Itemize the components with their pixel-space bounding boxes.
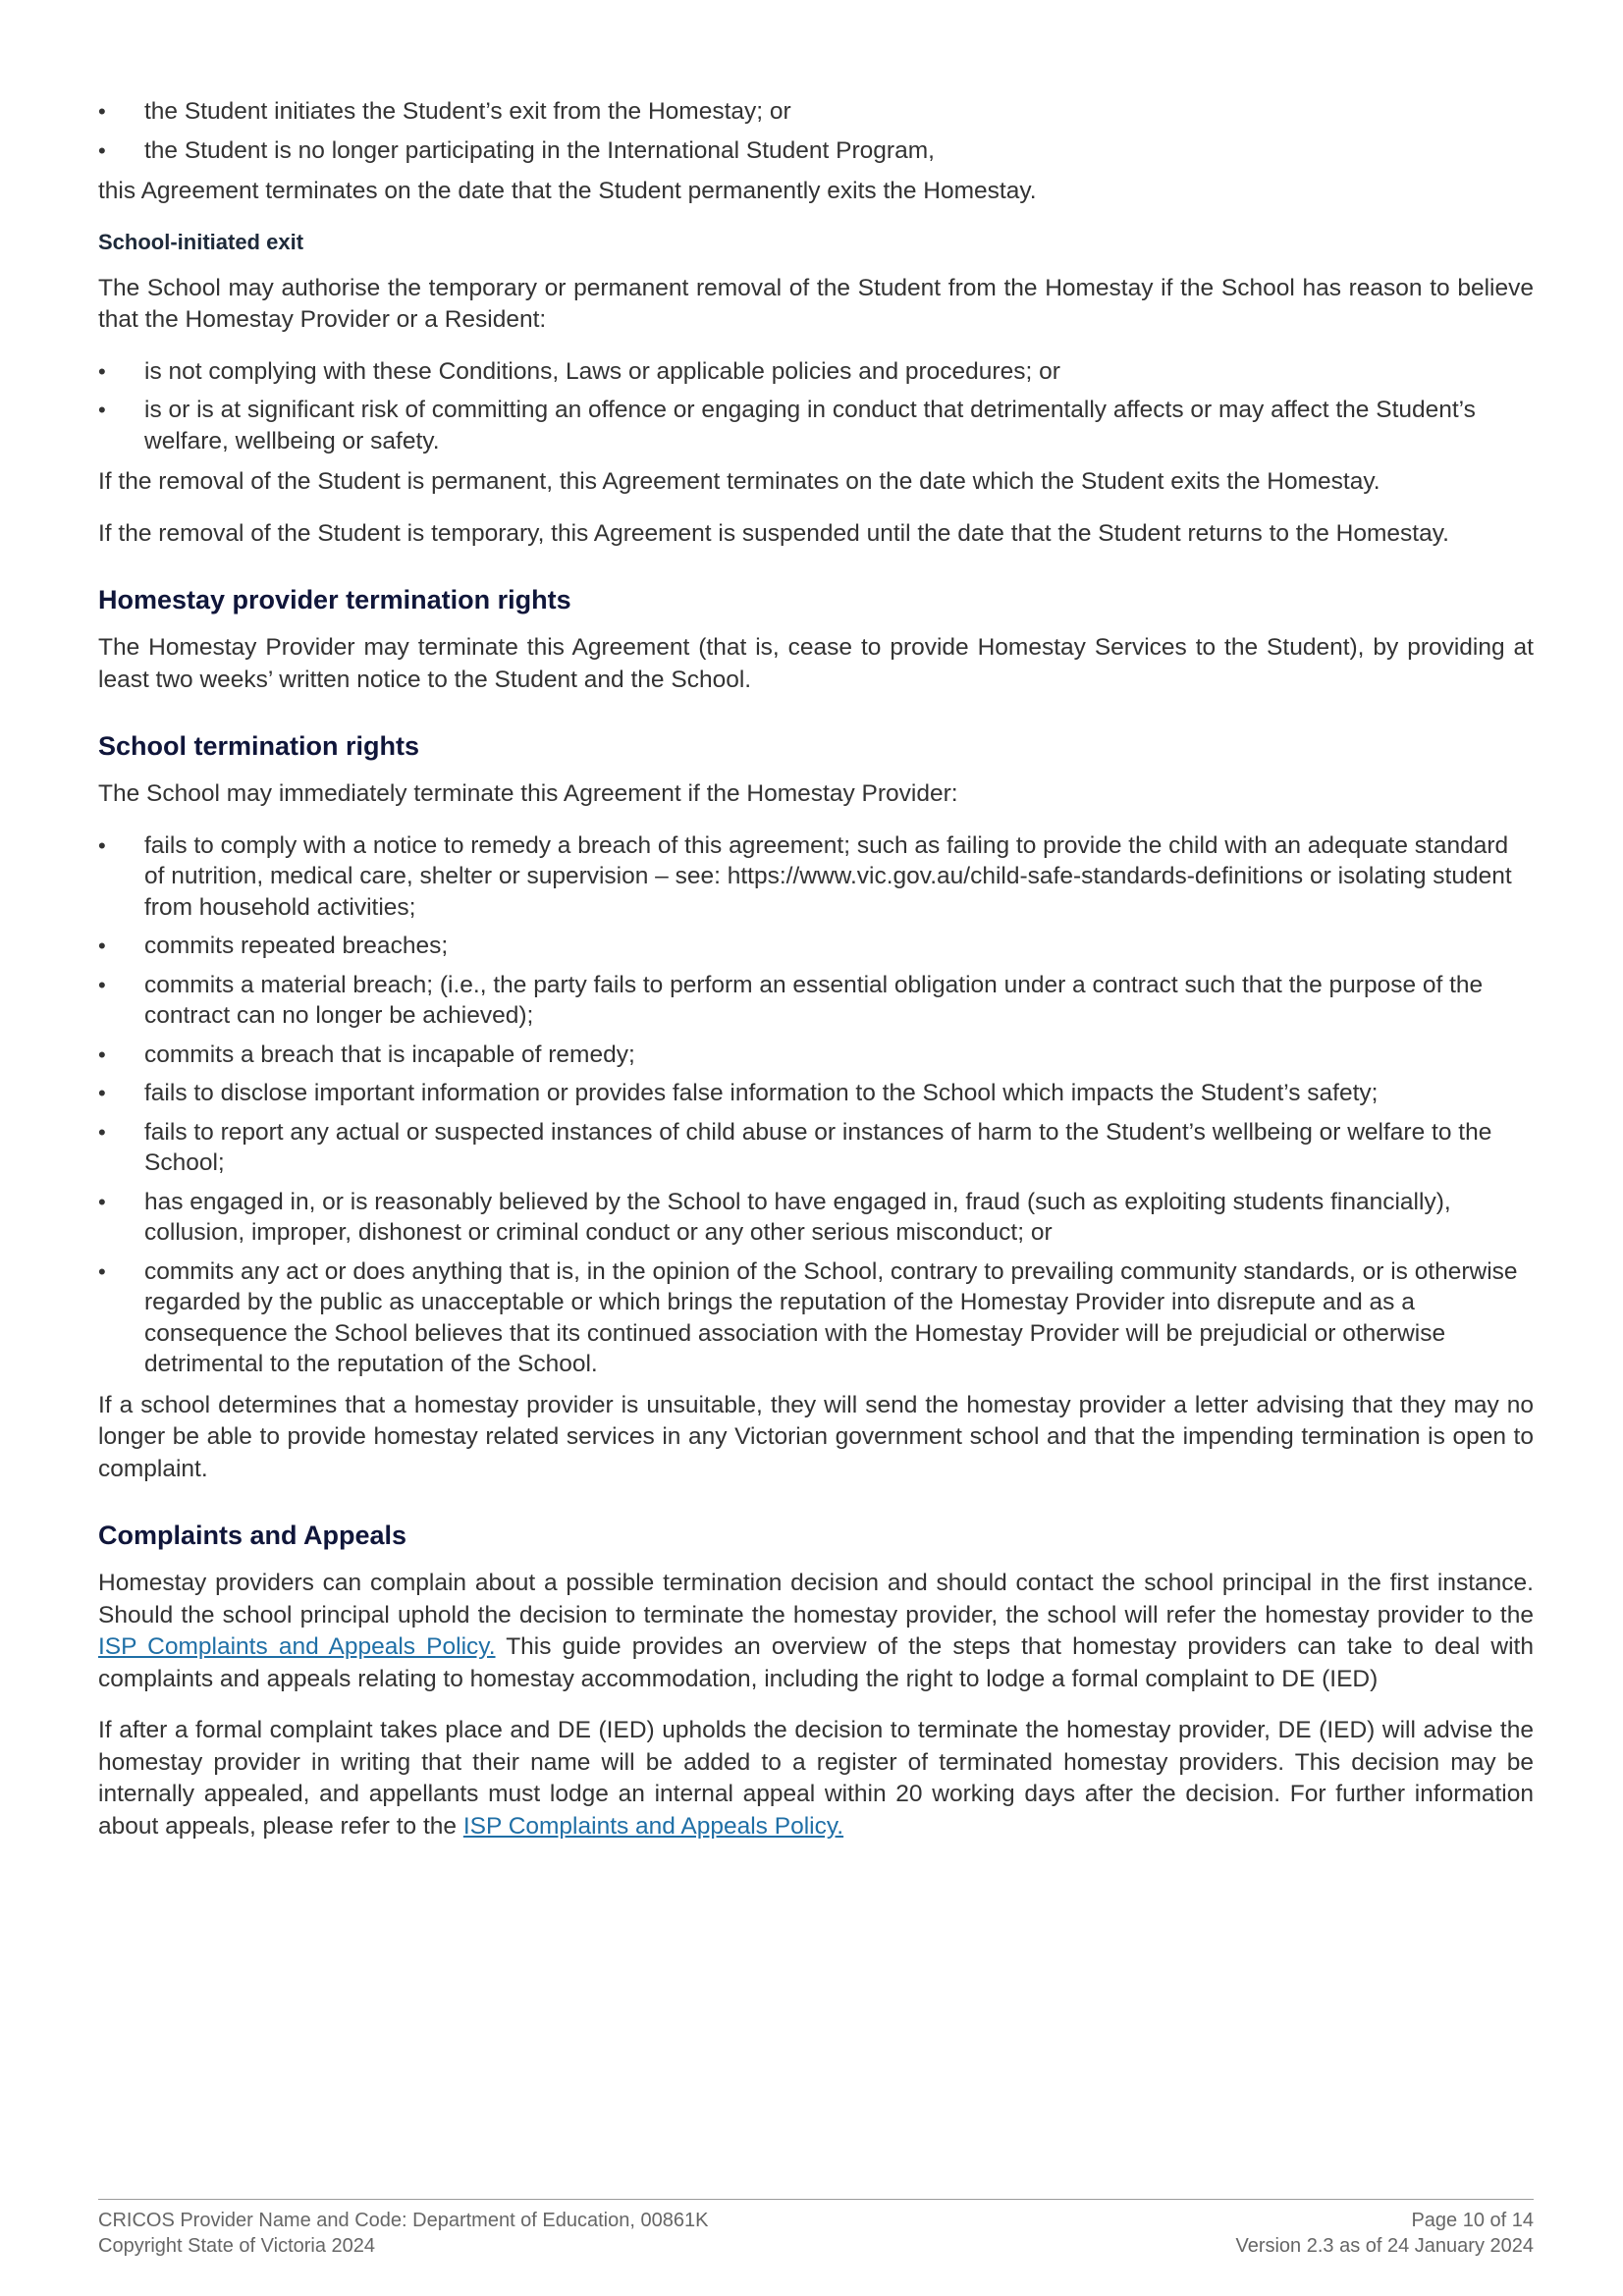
bullet-icon: •	[98, 1041, 106, 1067]
intro-paragraph: this Agreement terminates on the date that the Student permanently exits the Homestay.	[98, 178, 1037, 204]
list-item: • fails to comply with a notice to remedy a breach of this agreement; such as failing to provide the child with an adequate standard of nutrition, medical care, shelter or supervision – see: https://www.vic.gov.au/child-safe-standards-definitions or isolating student from household activities;	[98, 831, 1512, 921]
bullet-icon: •	[98, 398, 106, 422]
permanent-removal-paragraph: If the removal of the Student is permanent, this Agreement terminates on the date which the Student exits the Homestay.	[98, 468, 1380, 495]
bullet-icon: •	[98, 358, 106, 384]
school-exit-bullet-list	[98, 356, 1534, 457]
list-item: • the Student is no longer participating in the International Student Program,	[98, 135, 1534, 167]
bullet-icon: •	[98, 832, 106, 858]
list-item: • commits a breach that is incapable of remedy;	[98, 1040, 1534, 1071]
document-page	[98, 96, 1534, 1862]
school-exit-paragraph: The School may authorise the temporary or permanent removal of the Student from the Homestay if the School has reason to believe that the Homestay Provider or a Resident:	[98, 274, 1534, 333]
school-termination-bullet-list	[98, 830, 1534, 1380]
temporary-removal-paragraph: If the removal of the Student is temporary, this Agreement is suspended until the date that the Student returns to the Homestay.	[98, 519, 1449, 547]
isp-complaints-policy-link[interactable]: ISP Complaints and Appeals Policy.	[98, 1633, 496, 1660]
list-item: • the Student initiates the Student’s exit from the Homestay; or	[98, 96, 1534, 128]
bullet-icon: •	[98, 1081, 106, 1105]
complaints-appeals-heading: Complaints and Appeals	[98, 1521, 407, 1550]
list-item: • has engaged in, or is reasonably believed by the School to have engaged in, fraud (such as exploiting students financially), collusion, improper, dishonest or criminal conduct or any other serious misconduct; or	[98, 1188, 1451, 1246]
list-item: • is or is at significant risk of committing an offence or engaging in conduct that detrimentally affects or may affect the Student’s welfare, wellbeing or safety.	[98, 397, 1476, 454]
list-item: • fails to report any actual or suspected instances of child abuse or instances of harm to the Student’s wellbeing or welfare to the School;	[98, 1118, 1492, 1176]
provider-termination-heading: Homestay provider termination rights	[98, 585, 571, 614]
bullet-icon: •	[98, 1258, 106, 1284]
isp-complaints-policy-link-2[interactable]: ISP Complaints and Appeals Policy.	[462, 1812, 844, 1840]
complaints-paragraph-2: If after a formal complaint takes place and DE (IED) upholds the decision to terminate the homestay provider, DE (IED) will advise the homestay provider in writing that their name will be added to a register of terminated homestay providers. This decision may be internally appealed, and appellants must lodge an internal appeal within 20 working days after the decision. For further information about appeals, please refer to the ISP Complaints and Appeals Policy.	[98, 1717, 1534, 1840]
footer-copyright: Copyright State of Victoria 2024	[98, 2235, 376, 2257]
bullet-icon: •	[98, 972, 106, 997]
unsuitable-provider-paragraph: If a school determines that a homestay provider is unsuitable, they will send the homestay provider a letter advising that they may no longer be able to provide homestay related services in any Victorian government school and that the impending termination is open to complaint.	[98, 1391, 1534, 1482]
school-termination-paragraph: The School may immediately terminate this Agreement if the Homestay Provider:	[98, 780, 958, 807]
list-item: • fails to disclose important information or provides false information to the School which impacts the Student’s safety;	[98, 1078, 1534, 1109]
intro-bullet-list	[98, 96, 1534, 166]
bullet-icon: •	[98, 99, 106, 124]
footer-version: Version 2.3 as of 24 January 2024	[1235, 2235, 1534, 2257]
list-item: • commits repeated breaches;	[98, 931, 1534, 962]
provider-termination-paragraph: The Homestay Provider may terminate this Agreement (that is, cease to provide Homestay Services to the Student), by providing at least two weeks’ written notice to the Student and the School.	[98, 634, 1534, 693]
bullet-icon: •	[98, 934, 106, 958]
footer-provider: CRICOS Provider Name and Code: Department of Education, 00861K	[98, 2210, 709, 2231]
school-termination-heading: School termination rights	[98, 731, 420, 761]
complaints-paragraph-1: Homestay providers can complain about a possible termination decision and should contact the school principal in the first instance. Should the school principal uphold the decision to terminate the homestay provider, the school will refer the homestay provider to the ISP Complaints and Appeals Policy. This guide provides an overview of the steps that homestay providers can take to deal with complaints and appeals relating to homestay accommodation, including the right to lodge a formal complaint to DE (IED)	[98, 1570, 1534, 1692]
list-item: • commits any act or does anything that is, in the opinion of the School, contrary to prevailing community standards, or is otherwise regarded by the public as unacceptable or which brings the reputation of the Homestay Provider into disrepute and as a consequence the School believes that its continued association with the Homestay Provider will be prejudicial or otherwise detrimental to the reputation of the School.	[98, 1257, 1518, 1377]
bullet-icon: •	[98, 1119, 106, 1145]
page-footer	[98, 2199, 1534, 2259]
school-initiated-exit-heading: School-initiated exit	[98, 229, 304, 254]
footer-page-number: Page 10 of 14	[1411, 2210, 1534, 2231]
list-item: • is not complying with these Conditions, Laws or applicable policies and procedures; or	[98, 356, 1534, 388]
bullet-icon: •	[98, 137, 106, 163]
list-item: • commits a material breach; (i.e., the party fails to perform an essential obligation under a contract such that the purpose of the contract can no longer be achieved);	[98, 971, 1484, 1029]
bullet-icon: •	[98, 1189, 106, 1214]
